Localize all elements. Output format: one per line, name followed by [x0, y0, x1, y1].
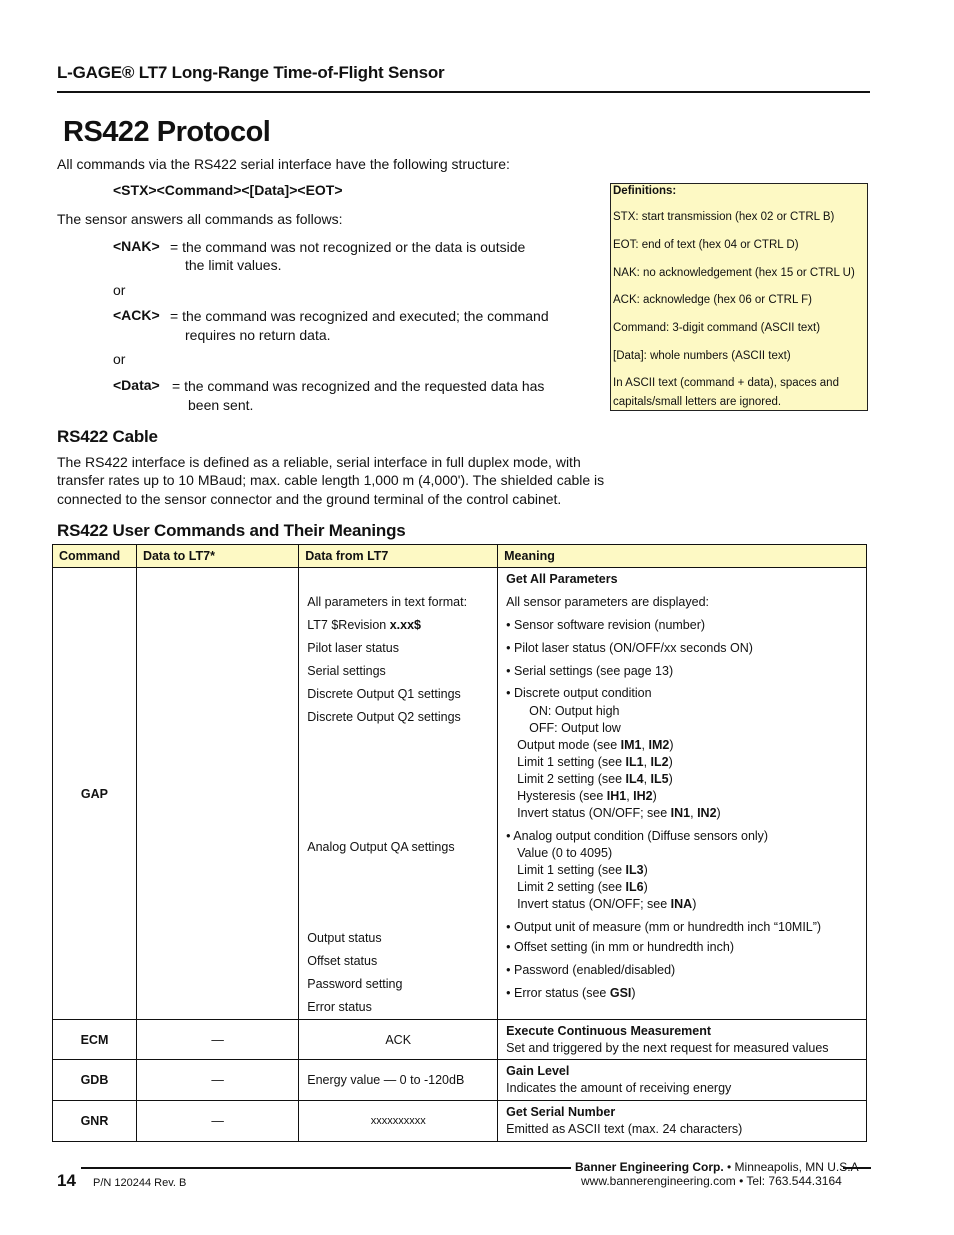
meaning-line: • Password (enabled/disabled): [506, 963, 676, 977]
definition-item: Command: 3-digit command (ASCII text): [613, 322, 821, 334]
meaning-line: Invert status (ON/OFF; see INA): [517, 897, 697, 911]
data-from-cell: [299, 568, 498, 1020]
nak-line2: the limit values.: [185, 257, 282, 273]
meaning-cell: [498, 1101, 867, 1142]
footer-contact: www.bannerengineering.com • Tel: 763.544.3164: [581, 1174, 842, 1188]
column-header-data-to: Data to LT7*: [136, 545, 298, 568]
definition-item: In ASCII text (command + data), spaces and: [613, 377, 839, 389]
data-from-line: Password setting: [307, 977, 403, 991]
meaning-line: • Discrete output condition: [506, 686, 652, 700]
page-number: 14: [57, 1171, 76, 1190]
meaning-line: Limit 1 setting (see IL3): [517, 863, 648, 877]
data-from-line: All parameters in text format:: [307, 595, 468, 609]
cable-line: connected to the sensor connector and the ground terminal of the control cabinet.: [57, 491, 562, 507]
ack-code: <ACK>: [113, 307, 160, 323]
data-from-line: Error status: [307, 1000, 372, 1014]
data-to-cell: —: [136, 1020, 298, 1060]
company-name: Banner Engineering Corp.: [575, 1160, 724, 1174]
company-location: • Minneapolis, MN U.S.A: [723, 1160, 859, 1174]
meaning-line: Emitted as ASCII text (max. 24 characters): [506, 1122, 743, 1136]
or-text: or: [113, 351, 126, 367]
data-to-cell: —: [136, 1101, 298, 1142]
meaning-line: • Analog output condition (Diffuse sensors only): [506, 829, 769, 843]
data-from-line: Discrete Output Q2 settings: [307, 710, 461, 724]
meaning-title: Gain Level: [506, 1064, 570, 1078]
table-row-gnr: [53, 1101, 867, 1142]
command-cell: GAP: [53, 568, 137, 1020]
data-line2: been sent.: [188, 397, 254, 413]
meaning-line: Limit 1 setting (see IL1, IL2): [517, 755, 673, 769]
data-from-cell: Energy value — 0 to -120dB: [299, 1060, 498, 1101]
meaning-line: • Sensor software revision (number): [506, 618, 706, 632]
definitions-box: [610, 183, 868, 411]
meaning-line: • Error status (see GSI): [506, 986, 636, 1000]
table-header-row: [53, 545, 867, 568]
footer-rule: [81, 1167, 571, 1169]
data-from-line: [307, 614, 489, 637]
command-cell: GNR: [53, 1101, 137, 1142]
data-from-cell: ACK: [299, 1020, 498, 1060]
part-number: P/N 120244 Rev. B: [93, 1177, 187, 1189]
command-cell: GDB: [53, 1060, 137, 1101]
meaning-title: Execute Continuous Measurement: [506, 1023, 712, 1038]
revision-value: x.xx$: [389, 618, 421, 632]
data-to-cell: —: [136, 1060, 298, 1101]
table-row-gdb: [53, 1060, 867, 1101]
meaning-line: • Pilot laser status (ON/OFF/xx seconds ON): [506, 641, 753, 655]
column-header-meaning: Meaning: [498, 545, 867, 568]
meaning-cell: [498, 568, 867, 1020]
data-from-line: Discrete Output Q1 settings: [307, 687, 461, 701]
meaning-cell: [498, 1020, 867, 1060]
revision-label: LT7 $Revision: [307, 618, 390, 632]
meaning-line: OFF: Output low: [529, 721, 621, 735]
meaning-line: Set and triggered by the next request for measured values: [506, 1040, 829, 1055]
commands-table: [52, 544, 867, 1142]
or-text: or: [113, 282, 126, 298]
meaning-line: • Output unit of measure (mm or hundredth inch “10MIL”): [506, 920, 822, 934]
definition-item: ACK: acknowledge (hex 06 or CTRL F): [613, 294, 812, 306]
table-row-ecm: [53, 1020, 867, 1060]
command-structure: <STX><Command><[Data]><EOT>: [113, 182, 343, 198]
column-header-command: Command: [53, 545, 137, 568]
cable-line: The RS422 interface is defined as a reliable, serial interface in full duplex mode, with: [57, 454, 581, 470]
definition-item: NAK: no acknowledgement (hex 15 or CTRL U): [613, 267, 855, 279]
column-header-data-from: Data from LT7: [299, 545, 498, 568]
meaning-cell: [498, 1060, 867, 1101]
data-from-line: Analog Output QA settings: [307, 840, 455, 854]
meaning-title: Get All Parameters: [506, 572, 618, 586]
meaning-line: Invert status (ON/OFF; see IN1, IN2): [517, 806, 721, 820]
data-from-line: Offset status: [307, 954, 378, 968]
data-code: <Data>: [113, 377, 160, 393]
page-title: RS422 Protocol: [63, 116, 271, 148]
data-line1: = the command was recognized and the requested data has: [172, 378, 545, 394]
answers-intro: The sensor answers all commands as follows:: [57, 211, 343, 227]
nak-line1: = the command was not recognized or the data is outside: [170, 239, 526, 255]
meaning-line: Limit 2 setting (see IL4, IL5): [517, 772, 673, 786]
data-from-line: Serial settings: [307, 664, 386, 678]
header-rule: [57, 91, 870, 93]
meaning-line: ON: Output high: [529, 704, 620, 718]
meaning-line: Indicates the amount of receiving energy: [506, 1081, 732, 1095]
footer-company: [575, 1160, 859, 1174]
meaning-title: Get Serial Number: [506, 1105, 616, 1119]
data-from-line: Pilot laser status: [307, 641, 399, 655]
meaning-line: Output mode (see IM1, IM2): [517, 738, 674, 752]
definition-item: [Data]: whole numbers (ASCII text): [613, 350, 791, 362]
data-from-cell: xxxxxxxxxx: [299, 1101, 498, 1142]
table-row-gap: [53, 568, 867, 1020]
ack-line1: = the command was recognized and executed; the command: [170, 308, 549, 324]
ack-line2: requires no return data.: [185, 327, 331, 343]
cable-line: transfer rates up to 10 MBaud; max. cable length 1,000 m (4,000'). The shielded cable is: [57, 472, 605, 488]
intro-text: All commands via the RS422 serial interface have the following structure:: [57, 156, 510, 172]
meaning-line: • Offset setting (in mm or hundredth inch): [506, 940, 734, 954]
definition-item: STX: start transmission (hex 02 or CTRL B): [613, 211, 835, 223]
definitions-title: Definitions:: [613, 185, 677, 197]
meaning-line: • Serial settings (see page 13): [506, 664, 674, 678]
meaning-line: Limit 2 setting (see IL6): [517, 880, 648, 894]
definition-item: EOT: end of text (hex 04 or CTRL D): [613, 239, 799, 251]
commands-heading: RS422 User Commands and Their Meanings: [57, 521, 406, 540]
meaning-line: All sensor parameters are displayed:: [506, 595, 710, 609]
cable-heading: RS422 Cable: [57, 427, 158, 446]
meaning-line: Hysteresis (see IH1, IH2): [517, 789, 657, 803]
meaning-line: Value (0 to 4095): [517, 846, 613, 860]
definition-item: capitals/small letters are ignored.: [613, 396, 782, 408]
running-header: L-GAGE® LT7 Long-Range Time-of-Flight Sensor: [57, 63, 445, 82]
data-to-cell: [136, 568, 298, 1020]
data-from-line: Output status: [307, 931, 382, 945]
command-cell: ECM: [53, 1020, 137, 1060]
nak-code: <NAK>: [113, 238, 160, 254]
